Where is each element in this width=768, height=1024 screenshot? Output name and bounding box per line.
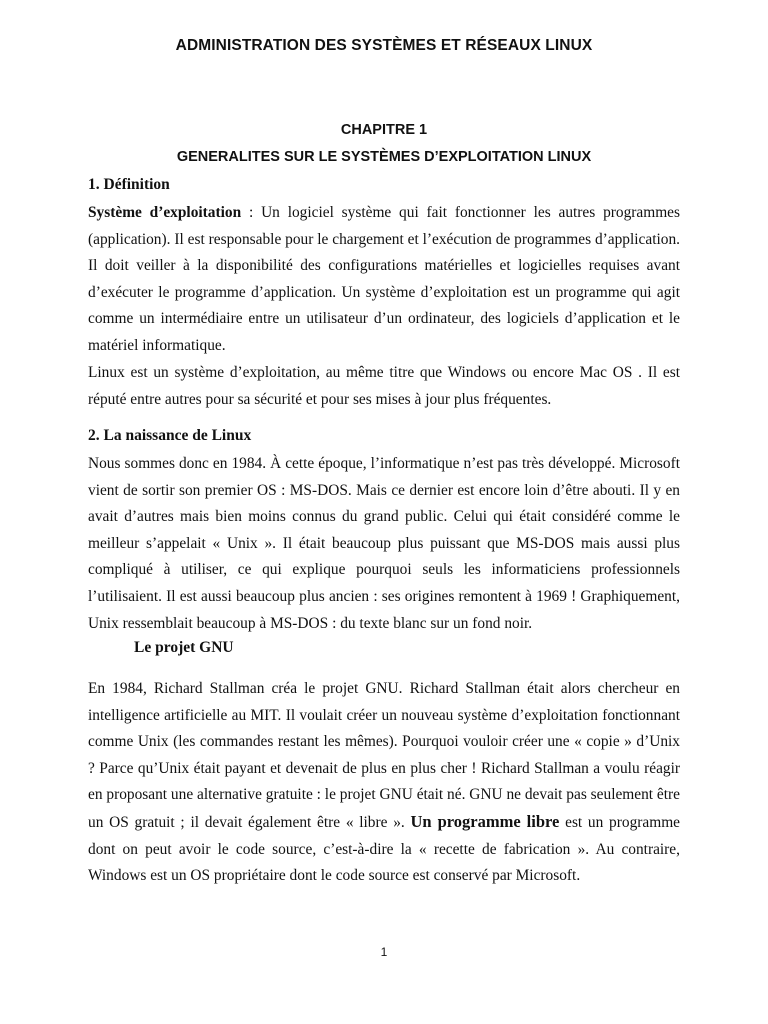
chapter-label: CHAPITRE 1 xyxy=(340,122,428,138)
paragraph-gnu-text-b: est un programme dont on peut avoir le code source, c’est-à-dire la « recette de fabrication ». Au contraire, Windows est un OS propriétaire dont le code source est conservé par Microsoft. xyxy=(88,813,680,885)
term-programme-libre: Un programme libre xyxy=(410,811,560,831)
term-systeme-exploitation: Système d’exploitation xyxy=(88,204,242,221)
paragraph-definition xyxy=(88,200,680,360)
section-heading-definition: 1. Définition xyxy=(88,176,170,193)
paragraph-gnu-text-a: En 1984, Richard Stallman créa le projet GNU. Richard Stallman était alors chercheur en intelligence artificielle au MIT. Il voulait créer un nouveau système d’exploitation fonctionnant comme Unix (les commandes restant les mêmes). Pourquoi vouloir créer une « copie » d’Unix ? Parce qu’Unix était payant et devenait de plus en plus cher ! Richard Stallman a voulu réagir en proposant une alternative gratuite : le projet GNU était né. GNU ne devait pas seulement être un OS gratuit ; il devait également être « libre ». xyxy=(88,680,680,831)
document-title: ADMINISTRATION DES SYSTÈMES ET RÉSEAUX LINUX xyxy=(175,37,593,54)
subheading-projet-gnu: Le projet GNU xyxy=(134,639,234,656)
paragraph-definition-text: : Un logiciel système qui fait fonctionner les autres programmes (application). Il est responsable pour le chargement et l’exécution de programmes d’application. Il doit veiller à la disponibilité des configurations matérielles et logicielles requises avant d’exécuter le programme d’application. Un système d’exploitation est un programme qui agit comme un intermédiaire entre un utilisateur d’un ordinateur, des logiciels d’application et le matériel informatique. xyxy=(88,204,680,354)
page-number: 1 xyxy=(380,945,388,959)
paragraph-projet-gnu xyxy=(88,676,680,890)
paragraph-naissance: Nous sommes donc en 1984. À cette époque, l’informatique n’est pas très développé. Microsoft vient de sortir son premier OS : MS-DOS. Mais ce dernier est encore loin d’être abouti. Il y en avait d’autres mais bien moins connus du grand public. Celui qui était considéré comme le meilleur s’appelait « Unix ». Il était beaucoup plus puissant que MS-DOS mais aussi plus compliqué à utiliser, ce qui explique pourquoi seuls les informaticiens professionnels l’utilisaient. Il est aussi beaucoup plus ancien : ses origines remontent à 1969 ! Graphiquement, Unix ressemblait beaucoup à MS-DOS : du texte blanc sur un fond noir. xyxy=(88,455,680,632)
chapter-subtitle: GENERALITES SUR LE SYSTÈMES D’EXPLOITATION LINUX xyxy=(176,149,592,165)
paragraph-linux-intro: Linux est un système d’exploitation, au même titre que Windows ou encore Mac OS . Il est réputé entre autres pour sa sécurité et pour ses mises à jour plus fréquentes. xyxy=(88,364,680,408)
section-heading-naissance: 2. La naissance de Linux xyxy=(88,427,252,444)
